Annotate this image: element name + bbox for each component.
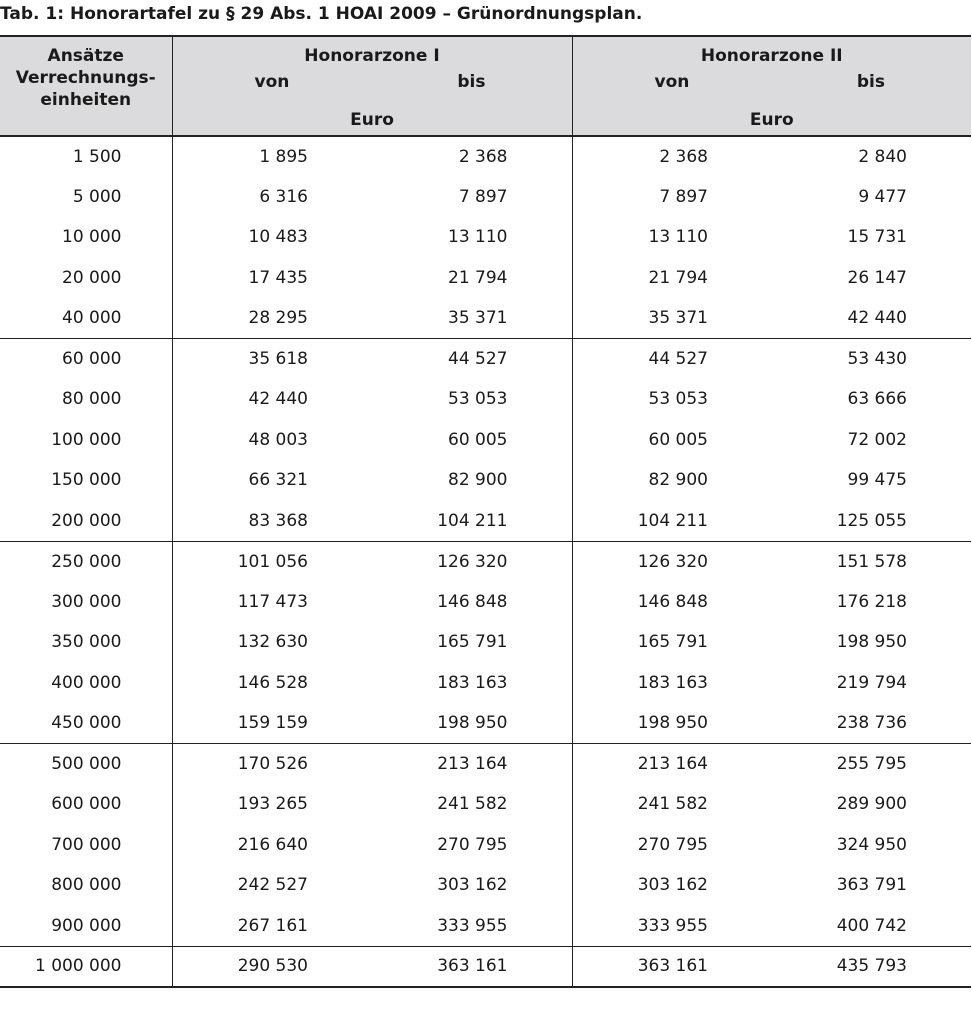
zone-1-von-cell: 146 528	[237, 672, 308, 693]
zone-2-bis-cell: 151 578	[836, 551, 907, 572]
zone-1-title: Honorarzone I	[304, 46, 440, 66]
zone-2-von-cell: 146 848	[637, 591, 708, 612]
ansaetze-cell: 800 000	[0, 865, 172, 906]
header-zone-1	[172, 36, 572, 136]
table-row	[0, 825, 971, 866]
zone-2-von-cell: 2 368	[659, 146, 708, 167]
ansaetze-cell: 5 000	[0, 177, 172, 218]
zone-2-von-cell: 126 320	[637, 551, 708, 572]
ansaetze-cell: 10 000	[0, 217, 172, 258]
zone-2-bis-cell: 255 795	[836, 754, 907, 774]
zone-2-bis-cell: 63 666	[847, 389, 907, 410]
zone-2-bis-cell: 125 055	[772, 501, 971, 542]
zone-1-von-cell: 10 483	[248, 227, 308, 248]
table-row	[0, 906, 971, 947]
ansaetze-cell: 150 000	[0, 460, 172, 501]
header-ansaetze-line-1: Ansätze	[47, 46, 124, 66]
zone-1-von-cell: 267 161	[172, 906, 372, 947]
zone-1-von-cell: 83 368	[172, 501, 372, 542]
table-row	[0, 582, 971, 623]
table-row	[0, 865, 971, 906]
table-row	[0, 339, 971, 380]
ansaetze-cell: 300 000	[0, 582, 172, 623]
table-row	[0, 501, 971, 542]
table-row	[0, 217, 971, 258]
table-header	[0, 36, 971, 136]
zone-1-bis-cell: 333 955	[372, 906, 572, 947]
table-row	[0, 136, 971, 177]
header-ansaetze-line-3: einheiten	[40, 90, 132, 110]
zone-2-von-cell: 82 900	[648, 470, 708, 491]
zone-1-von-cell: 48 003	[248, 429, 308, 450]
ansaetze-cell: 450 000	[0, 703, 172, 744]
zone-2-von-cell: 270 795	[637, 834, 708, 855]
header-zone-2	[572, 36, 971, 136]
table-row	[0, 663, 971, 704]
ansaetze-cell: 20 000	[0, 258, 172, 299]
zone-2-bis-cell: 400 742	[772, 906, 971, 947]
zone-2-von-cell: 21 794	[648, 267, 708, 288]
zone-1-bis-cell: 104 211	[372, 501, 572, 542]
table-row	[0, 420, 971, 461]
zone-1-von-cell: 35 618	[248, 349, 308, 369]
zone-1-bis-cell: 13 110	[372, 217, 572, 258]
zone-1-von-cell: 159 159	[172, 703, 372, 744]
zone-2-bis-cell: 53 430	[847, 349, 907, 369]
zone-2-von-cell: 60 005	[648, 429, 708, 450]
zone-1-von-cell: 66 321	[248, 470, 308, 491]
zone-2-unit: Euro	[749, 110, 794, 130]
zone-2-bis-cell: 289 900	[836, 794, 907, 815]
zone-2-von-cell: 198 950	[572, 703, 772, 744]
ansaetze-cell: 200 000	[0, 501, 172, 542]
zone-1-bis-cell: 44 527	[372, 339, 572, 380]
zone-2-bis-cell: 219 794	[836, 672, 907, 693]
zone-2-bis-cell: 9 477	[858, 186, 907, 207]
zone-1-bis-cell: 198 950	[372, 703, 572, 744]
zone-2-von-cell: 104 211	[572, 501, 772, 542]
zone-2-bis-cell: 42 440	[772, 298, 971, 339]
zone-2-bis-cell: 99 475	[847, 470, 907, 491]
zone-2-von-cell: 7 897	[659, 186, 708, 207]
zone-2-von-cell: 333 955	[572, 906, 772, 947]
zone-2-von-cell: 53 053	[648, 389, 708, 410]
ansaetze-cell: 600 000	[0, 784, 172, 825]
zone-2-bis-cell: 176 218	[836, 591, 907, 612]
table-caption: Tab. 1: Honorartafel zu § 29 Abs. 1 HOAI 2009 – Grünordnungsplan.	[0, 4, 643, 24]
zone-1-bis-cell: 213 164	[372, 744, 572, 785]
table-row	[0, 379, 971, 420]
zone-1-bis-cell: 2 368	[372, 136, 572, 177]
ansaetze-cell: 700 000	[0, 825, 172, 866]
zone-1-bis-cell: 7 897	[372, 177, 572, 218]
table-row	[0, 784, 971, 825]
zone-1-von-cell: 117 473	[237, 591, 308, 612]
zone-1-bis-cell: 270 795	[372, 825, 572, 866]
zone-1-von-cell: 242 527	[237, 875, 308, 896]
zone-1-von-cell: 42 440	[248, 389, 308, 410]
fee-table	[0, 35, 971, 988]
zone-1-von-cell: 193 265	[237, 794, 308, 815]
table-row	[0, 622, 971, 663]
ansaetze-cell: 900 000	[0, 906, 172, 947]
zone-2-von-cell: 303 162	[637, 875, 708, 896]
zone-2-von-cell: 241 582	[637, 794, 708, 815]
zone-2-von-cell: 44 527	[648, 349, 708, 369]
zone-2-bis-cell: 198 950	[836, 632, 907, 653]
zone-1-bis-label: bis	[457, 72, 486, 92]
zone-2-von-label: von	[654, 72, 690, 92]
zone-1-von-cell: 101 056	[237, 551, 308, 572]
zone-2-bis-cell: 324 950	[836, 834, 907, 855]
zone-2-bis-cell: 363 791	[836, 875, 907, 896]
ansaetze-cell: 500 000	[0, 744, 172, 785]
zone-2-von-cell: 183 163	[637, 672, 708, 693]
zone-1-von-cell: 170 526	[237, 754, 308, 774]
zone-2-von-cell: 213 164	[637, 754, 708, 774]
zone-1-von-cell: 28 295	[172, 298, 372, 339]
zone-1-bis-cell: 303 162	[372, 865, 572, 906]
zone-1-von-cell: 290 530	[172, 946, 372, 987]
zone-1-bis-cell: 21 794	[372, 258, 572, 299]
zone-1-von-cell: 1 895	[259, 146, 308, 167]
header-ansaetze-line-2: Verrechnungs-	[15, 68, 156, 88]
zone-2-bis-cell: 238 736	[772, 703, 971, 744]
ansaetze-cell: 350 000	[0, 622, 172, 663]
zone-1-von-cell: 132 630	[237, 632, 308, 653]
table-row	[0, 460, 971, 501]
zone-1-bis-cell: 146 848	[372, 582, 572, 623]
ansaetze-cell: 80 000	[0, 379, 172, 420]
zone-1-bis-cell: 53 053	[372, 379, 572, 420]
zone-1-bis-cell: 60 005	[372, 420, 572, 461]
ansaetze-cell: 400 000	[0, 663, 172, 704]
zone-1-von-cell: 6 316	[259, 186, 308, 207]
zone-1-bis-cell: 35 371	[372, 298, 572, 339]
ansaetze-cell: 60 000	[0, 339, 172, 380]
ansaetze-cell: 1 500	[0, 136, 172, 177]
ansaetze-cell: 250 000	[0, 541, 172, 582]
table-row	[0, 541, 971, 582]
zone-1-bis-cell: 126 320	[372, 541, 572, 582]
header-ansaetze	[0, 36, 172, 136]
zone-2-bis-label: bis	[856, 72, 885, 92]
ansaetze-cell: 100 000	[0, 420, 172, 461]
table-body	[0, 136, 971, 987]
zone-2-von-cell: 165 791	[637, 632, 708, 653]
zone-1-von-cell: 17 435	[248, 267, 308, 288]
zone-1-von-cell: 216 640	[237, 834, 308, 855]
zone-1-bis-cell: 82 900	[372, 460, 572, 501]
zone-1-bis-cell: 241 582	[372, 784, 572, 825]
table-row	[0, 946, 971, 987]
zone-2-bis-cell: 15 731	[847, 227, 907, 248]
zone-1-unit: Euro	[350, 110, 394, 130]
zone-2-bis-cell: 435 793	[772, 946, 971, 987]
zone-2-von-cell: 35 371	[572, 298, 772, 339]
table-row	[0, 744, 971, 785]
zone-1-bis-cell: 183 163	[372, 663, 572, 704]
zone-2-von-cell: 13 110	[648, 227, 708, 248]
zone-2-bis-cell: 26 147	[847, 267, 907, 288]
ansaetze-cell: 40 000	[0, 298, 172, 339]
zone-1-bis-cell: 165 791	[372, 622, 572, 663]
zone-2-title: Honorarzone II	[700, 46, 843, 66]
zone-1-bis-cell: 363 161	[372, 946, 572, 987]
table-row	[0, 258, 971, 299]
zone-1-von-label: von	[254, 72, 290, 92]
zone-2-bis-cell: 2 840	[858, 146, 907, 167]
ansaetze-cell: 1 000 000	[0, 946, 172, 987]
table-row	[0, 298, 971, 339]
zone-2-bis-cell: 72 002	[847, 429, 907, 450]
fee-table-container	[0, 35, 971, 988]
zone-2-von-cell: 363 161	[572, 946, 772, 987]
table-row	[0, 177, 971, 218]
table-row	[0, 703, 971, 744]
